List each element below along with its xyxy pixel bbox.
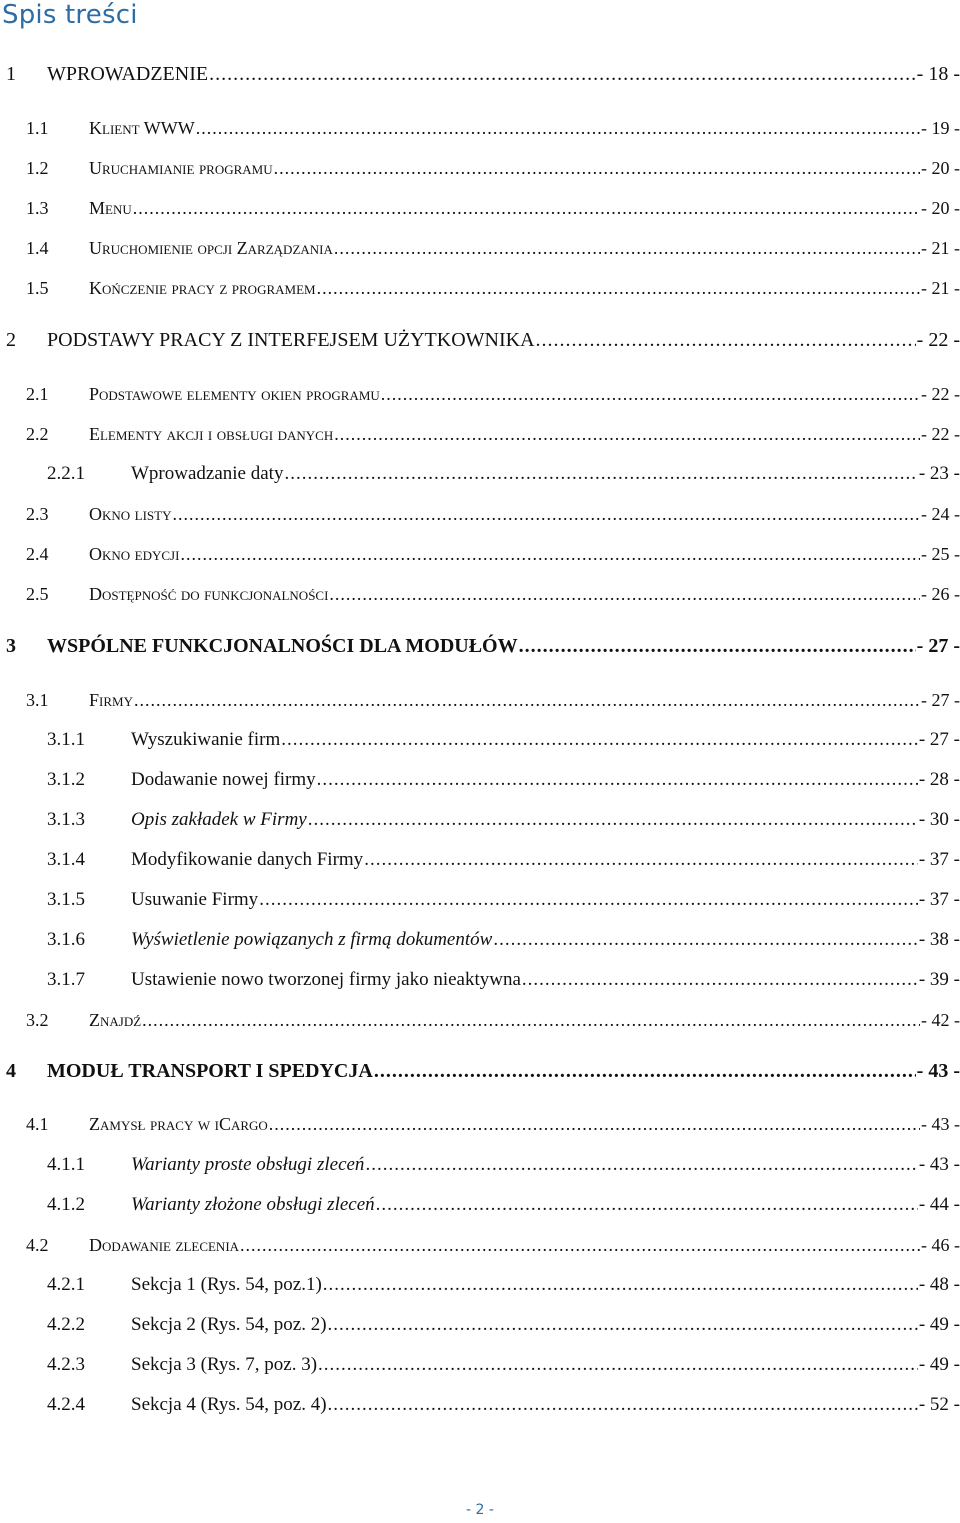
toc-entry-number: 4.2.3 [47,1354,85,1375]
leader-dots [318,1354,918,1376]
toc-entry-number: 2.4 [26,544,49,564]
toc-entry-page: - 26 - [921,584,960,604]
toc-entry-page: - 25 - [921,544,960,564]
toc-entry-page: - 21 - [921,278,960,298]
toc-entry-page: - 27 - [918,729,960,750]
toc-entry-number: 3.1.6 [47,929,85,950]
leader-dots [180,544,920,565]
toc-entry-page: - 52 - [918,1394,960,1415]
toc-entry-number: 4 [6,1060,16,1082]
toc-entry-number: 4.2.4 [47,1394,85,1415]
leader-dots [317,278,920,299]
toc-entry-page: - 42 - [921,1010,960,1030]
toc-entry-title: Warianty złożone obsługi zleceń [131,1194,375,1215]
toc-entry-number: 2.5 [26,584,49,604]
toc-entry-number: 3.1.2 [47,769,85,790]
toc-entry-page: - 21 - [921,238,960,258]
toc-entry-page: - 28 - [918,769,960,790]
toc-entry-title: Sekcja 4 (Rys. 54, poz. 4) [131,1394,327,1415]
toc-entry-page: - 39 - [918,969,960,990]
toc-entry-title: Okno edycji [89,544,180,564]
toc-entry-title: Wprowadzanie daty [131,463,284,484]
toc-entry-title: Okno listy [89,504,172,524]
toc-entry-page: - 43 - [916,1060,960,1082]
leader-dots [374,1060,916,1083]
toc-entry-title: Ustawienie nowo tworzonej firmy jako nieaktywna [131,969,521,990]
leader-dots [334,238,920,259]
toc-entry-number: 3 [6,635,16,657]
leader-dots [334,424,920,445]
toc-entry-page: - 23 - [918,463,960,484]
leader-dots [281,729,918,751]
toc-entry-number: 3.1 [26,690,49,710]
leader-dots [329,584,920,605]
leader-dots [240,1235,920,1256]
leader-dots [328,1394,918,1416]
toc-entry-page: - 18 - [916,63,960,85]
toc-entry-title: Wyświetlenie powiązanych z firmą dokumentów [131,929,493,950]
leader-dots [308,809,918,831]
toc-entry-number: 4.1.2 [47,1194,85,1215]
toc-entry-number: 1.3 [26,198,49,218]
toc-entry-title: Podstawowe elementy okien programu [89,384,380,404]
leader-dots [259,889,918,911]
toc-entry-number: 4.1.1 [47,1154,85,1175]
leader-dots [328,1314,918,1336]
toc-entry-title: Znajdź [89,1010,142,1030]
toc-entry-title: Kończenie pracy z programem [89,278,316,298]
leader-dots [133,198,920,219]
toc-entry-title: Usuwanie Firmy [131,889,259,910]
leader-dots [196,118,920,139]
toc-entry-page: - 24 - [921,504,960,524]
toc-entry-page: - 22 - [921,424,960,444]
toc-entry-title: WSPÓLNE FUNKCJONALNOŚCI DLA MODUŁÓW [47,635,518,657]
toc-entry-number: 1.2 [26,158,49,178]
leader-dots [365,1154,917,1176]
toc-entry-page: - 37 - [918,849,960,870]
leader-dots [274,158,920,179]
leader-dots [284,463,917,485]
toc-entry-number: 4.2.1 [47,1274,85,1295]
toc-entry-title: Sekcja 2 (Rys. 54, poz. 2) [131,1314,327,1335]
toc-entry-title: Dodawanie zlecenia [89,1235,240,1255]
toc-entry-title: Wyszukiwanie firm [131,729,281,750]
toc-entry-number: 3.1.5 [47,889,85,910]
toc-entry-page: - 49 - [918,1354,960,1375]
toc-entry-page: - 48 - [918,1274,960,1295]
toc-entry-title: Uruchomienie opcji Zarządzania [89,238,333,258]
leader-dots [269,1114,920,1135]
leader-dots [209,63,916,86]
toc-entry-number: 2 [6,329,16,351]
toc-entry-number: 3.1.3 [47,809,85,830]
toc-entry-page: - 43 - [921,1114,960,1134]
toc-entry-title: Sekcja 1 (Rys. 54, poz.1) [131,1274,322,1295]
page-number-footer: - 2 - [466,1502,494,1518]
toc-entry-number: 3.1.4 [47,849,85,870]
toc-entry-title: WPROWADZENIE [47,63,209,85]
toc-entry-title: Warianty proste obsługi zleceń [131,1154,365,1175]
toc-entry-number: 1 [6,63,16,85]
leader-dots [142,1010,920,1031]
toc-entry-page: - 37 - [918,889,960,910]
toc-entry-title: Modyfikowanie danych Firmy [131,849,364,870]
toc-entry-number: 1.1 [26,118,49,138]
toc-entry-number: 4.1 [26,1114,49,1134]
toc-entry-title: Dostępność do funkcjonalności [89,584,329,604]
leader-dots [317,769,918,791]
leader-dots [536,329,916,352]
toc-entry-number: 1.4 [26,238,49,258]
leader-dots [493,929,918,951]
toc-entry-title: Opis zakładek w Firmy [131,809,307,830]
toc-entry-title: Firmy [89,690,133,710]
toc-entry-title: Elementy akcji i obsługi danych [89,424,334,444]
toc-entry-page: - 19 - [921,118,960,138]
leader-dots [173,504,921,525]
leader-dots [519,635,916,658]
toc-entry-page: - 20 - [921,158,960,178]
toc-entry-page: - 27 - [921,690,960,710]
toc-entry-number: 4.2 [26,1235,49,1255]
toc-entry-page: - 30 - [918,809,960,830]
toc-entry-number: 2.3 [26,504,49,524]
toc-entry-number: 2.1 [26,384,49,404]
toc-entry-title: Uruchamianie programu [89,158,273,178]
toc-entry-page: - 44 - [918,1194,960,1215]
toc-entry-page: - 22 - [921,384,960,404]
toc-entry-title: Menu [89,198,132,218]
leader-dots [364,849,918,871]
toc-entry-page: - 27 - [916,635,960,657]
toc-entry-title: Dodawanie nowej firmy [131,769,316,790]
toc-entry-page: - 49 - [918,1314,960,1335]
leader-dots [323,1274,918,1296]
toc-entry-number: 2.2 [26,424,49,444]
toc-entry-number: 2.2.1 [47,463,85,484]
toc-entry-title: Klient WWW [89,118,195,138]
toc-entry-page: - 20 - [921,198,960,218]
toc-entry-page: - 38 - [918,929,960,950]
toc-entry-number: 1.5 [26,278,49,298]
toc-entry-page: - 43 - [918,1154,960,1175]
toc-entry-title: PODSTAWY PRACY Z INTERFEJSEM UŻYTKOWNIKA [47,329,535,351]
toc-entry-number: 4.2.2 [47,1314,85,1335]
leader-dots [134,690,920,711]
toc-entry-number: 3.2 [26,1010,49,1030]
leader-dots [376,1194,918,1216]
toc-entry-title: MODUŁ TRANSPORT I SPEDYCJA [47,1060,373,1082]
toc-entry-title: Zamysł pracy w iCargo [89,1114,268,1134]
leader-dots [522,969,918,991]
toc-entry-title: Sekcja 3 (Rys. 7, poz. 3) [131,1354,318,1375]
leader-dots [381,384,920,405]
toc-entry-number: 3.1.1 [47,729,85,750]
toc-entry-page: - 46 - [921,1235,960,1255]
toc-entry-number: 3.1.7 [47,969,85,990]
toc-entry-page: - 22 - [916,329,960,351]
toc-title: Spis treści [2,0,138,30]
